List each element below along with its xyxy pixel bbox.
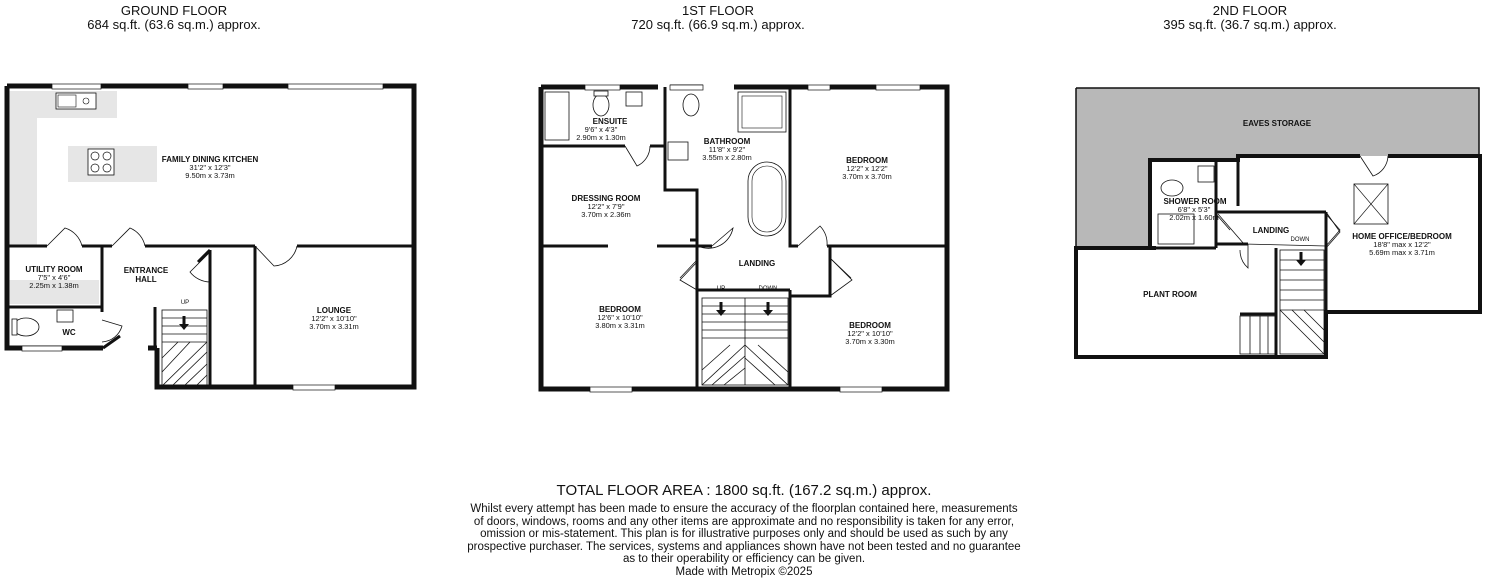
bedroom2-imperial: 12'6" x 10'10" (597, 313, 643, 322)
utility-metric: 2.25m x 1.38m (29, 281, 79, 290)
bathroom-shower-icon (738, 92, 786, 132)
first-floor-area: 720 sq.ft. (66.9 sq.m.) approx. (631, 17, 805, 32)
first-floor-title: 1ST FLOOR (681, 3, 754, 18)
second-stairs-down-label: DOWN (1290, 237, 1310, 243)
office-metric: 5.69m max x 3.71m (1369, 248, 1435, 257)
bedroom1-name: BEDROOM (846, 156, 888, 165)
disclaimer-line: prospective purchaser. The services, systems and appliances shown have not been tested and no guarantee (467, 540, 1021, 553)
first-floor-stairs (702, 298, 788, 385)
kitchen-worktop (9, 91, 37, 246)
entrance-name-1: ENTRANCE (123, 266, 169, 275)
disclaimer-line: of doors, windows, rooms and any other items are approximate and no responsibility is taken for any error, (473, 515, 1015, 528)
office-imperial: 18'8" max x 12'2" (1373, 240, 1431, 249)
eaves-storage-area (1076, 88, 1479, 248)
bedroom2-name: BEDROOM (599, 305, 641, 314)
landing2-name: LANDING (1252, 226, 1290, 235)
disclaimer (460, 503, 1028, 579)
ground-stairs-up-label: UP (180, 300, 190, 306)
ensuite-toilet-icon (593, 94, 609, 116)
entrance-name-2: HALL (135, 275, 157, 284)
bedroom1-metric: 3.70m x 3.70m (842, 172, 892, 181)
lounge-name: LOUNGE (316, 306, 352, 315)
wc-name: WC (62, 328, 76, 337)
ensuite-imperial: 9'6" x 4'3" (584, 125, 618, 134)
bedroom1-imperial: 12'2" x 12'2" (846, 164, 888, 173)
ensuite-name: ENSUITE (592, 117, 628, 126)
total-floor-area: TOTAL FLOOR AREA : 1800 sq.ft. (167.2 sq.m.) approx. (556, 482, 932, 499)
basin-icon (57, 310, 73, 322)
disclaimer-line: omission or mis-statement. This plan is for illustrative purposes only and should be used as such by any (480, 528, 1008, 541)
utility-imperial: 7'5" x 4'6" (37, 273, 71, 282)
bathroom-imperial: 11'8" x 9'2" (708, 145, 746, 154)
ensuite-basin-icon (626, 92, 642, 106)
kitchen-imperial: 31'2" x 12'3" (189, 163, 231, 172)
bathtub-icon (748, 162, 786, 236)
metropix-credit: Made with Metropix ©2025 (675, 565, 813, 578)
lounge-metric: 3.70m x 3.31m (309, 322, 359, 331)
first-stairs-down-label: DOWN (758, 286, 778, 292)
utility-name: UTILITY ROOM (25, 265, 83, 274)
bathroom-toilet-icon (683, 94, 699, 116)
ground-floor-area: 684 sq.ft. (63.6 sq.m.) approx. (87, 17, 261, 32)
second-floor-area: 395 sq.ft. (36.7 sq.m.) approx. (1163, 17, 1337, 32)
second-floor-title: 2ND FLOOR (1212, 3, 1288, 18)
kitchen-name: FAMILY DINING KITCHEN (161, 155, 259, 164)
office-name: HOME OFFICE/BEDROOM (1352, 232, 1452, 241)
first-stairs-up-label: UP (716, 286, 726, 292)
hob-icon (88, 149, 114, 175)
first-floor-plan (541, 85, 947, 392)
shower-metric: 2.02m x 1.60m (1169, 213, 1219, 222)
dressing-metric: 3.70m x 2.36m (581, 210, 631, 219)
bedroom3-imperial: 12'2" x 10'10" (847, 329, 893, 338)
plant-name: PLANT ROOM (1143, 290, 1197, 299)
bathroom-basin-icon (668, 142, 688, 160)
shower-imperial: 6'8" x 5'3" (1177, 205, 1211, 214)
ground-floor-title: GROUND FLOOR (120, 3, 228, 18)
second-floor-stairs (1240, 250, 1324, 354)
second-floor-plan (1076, 88, 1480, 357)
eaves-name: EAVES STORAGE (1242, 119, 1312, 128)
bedroom3-metric: 3.70m x 3.30m (845, 337, 895, 346)
shower-tray-icon (545, 92, 569, 140)
shower-name: SHOWER ROOM (1163, 197, 1227, 206)
shower-room-toilet-icon (1161, 180, 1183, 196)
disclaimer-line: Whilst every attempt has been made to ensure the accuracy of the floorplan contained here, measurements (470, 503, 1018, 515)
second-stairs-down-arrow-icon (1296, 252, 1306, 266)
landing1-name: LANDING (738, 259, 776, 268)
kitchen-metric: 9.50m x 3.73m (185, 171, 235, 180)
dressing-name: DRESSING ROOM (571, 194, 641, 203)
lounge-imperial: 12'2" x 10'10" (311, 314, 357, 323)
bedroom2-metric: 3.80m x 3.31m (595, 321, 645, 330)
shower-room-basin-icon (1198, 166, 1214, 182)
bathroom-name: BATHROOM (703, 137, 751, 146)
ground-floor-plan (7, 84, 414, 390)
ensuite-metric: 2.90m x 1.30m (576, 133, 626, 142)
dressing-imperial: 12'2" x 7'9" (587, 202, 625, 211)
bedroom3-name: BEDROOM (849, 321, 891, 330)
disclaimer-line: as to their operability or efficiency can be given. (622, 553, 866, 566)
bathroom-metric: 3.55m x 2.80m (702, 153, 752, 162)
